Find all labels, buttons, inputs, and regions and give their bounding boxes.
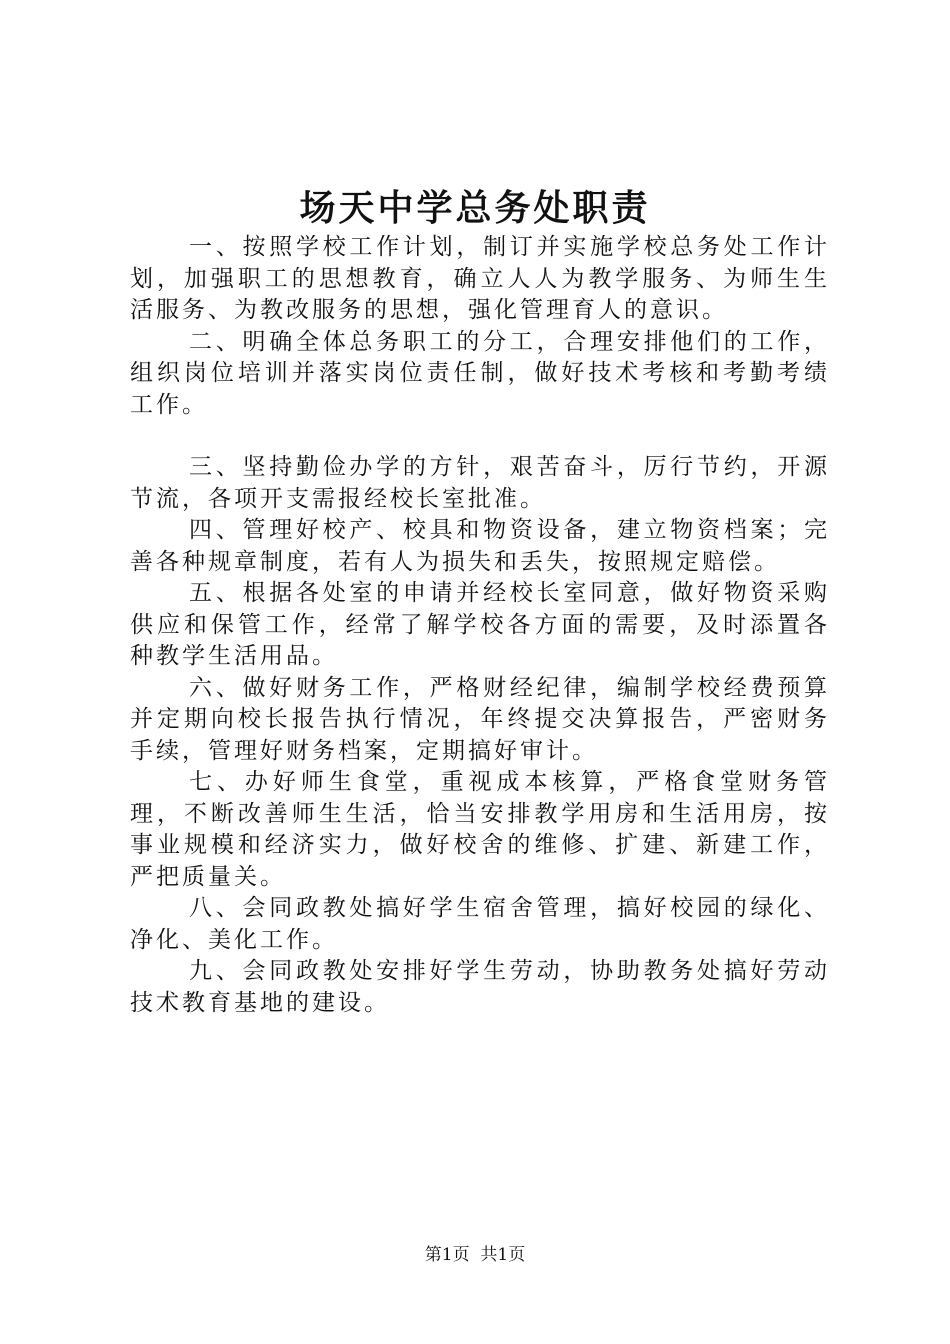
paragraph-3: 三、坚持勤俭办学的方针，艰苦奋斗，厉行节约，开源节流，各项开支需报经校长室批准。 <box>130 454 830 512</box>
page-number: 第1页 共1页 <box>424 1245 526 1265</box>
paragraph-7: 七、办好师生食堂，重视成本核算，严格食堂财务管理，不断改善师生生活，恰当安排教学用房和生活用房，按事业规模和经济实力，做好校舍的维修、扩建、新建工作，严把质量关。 <box>130 769 830 890</box>
document-body <box>130 232 830 1019</box>
document-title: 场天中学总务处职责 <box>299 187 651 229</box>
paragraph-9: 九、会同政教处安排好学生劳动，协助教务处搞好劳动技术教育基地的建设。 <box>130 958 830 1016</box>
page-footer <box>0 1244 950 1266</box>
paragraph-4: 四、管理好校产、校具和物资设备，建立物资档案；完善各种规章制度，若有人为损失和丢失，按照规定赔偿。 <box>130 517 830 575</box>
paragraph-5: 五、根据各处室的申请并经校长室同意，做好物资采购供应和保管工作，经常了解学校各方面的需要，及时添置各种教学生活用品。 <box>130 580 830 669</box>
paragraph-2: 二、明确全体总务职工的分工，合理安排他们的工作，组织岗位培训并落实岗位责任制，做好技术考核和考勤考绩工作。 <box>130 328 830 418</box>
paragraph-8: 八、会同政教处搞好学生宿舍管理，搞好校园的绿化、净化、美化工作。 <box>130 895 830 953</box>
paragraph-6: 六、做好财务工作，严格财经纪律，编制学校经费预算并定期向校长报告执行情况，年终提交决算报告，严密财务手续，管理好财务档案，定期搞好审计。 <box>130 674 830 764</box>
paragraph-1: 一、按照学校工作计划，制订并实施学校总务处工作计划，加强职工的思想教育，确立人人为教学服务、为师生生活服务、为教改服务的思想，强化管理育人的意识。 <box>130 234 830 323</box>
